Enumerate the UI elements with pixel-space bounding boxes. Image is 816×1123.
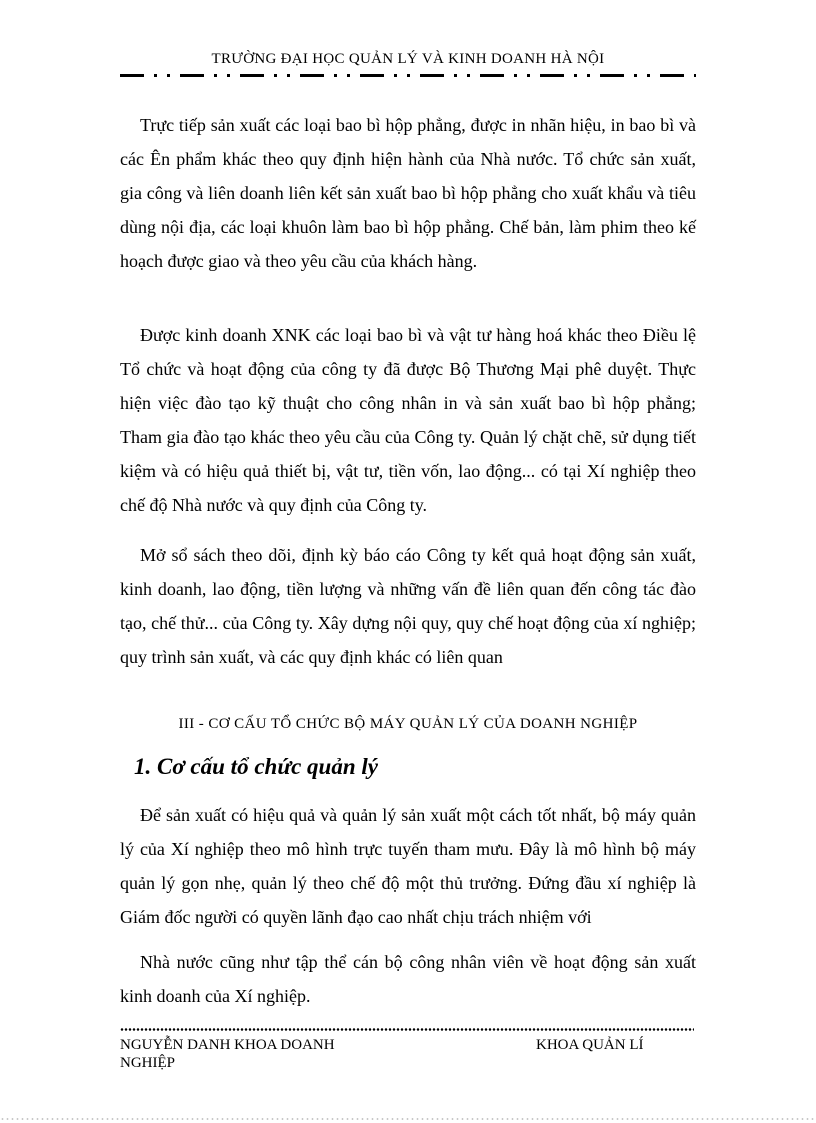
footer-divider — [120, 1028, 694, 1031]
section-heading: III - CƠ CẤU TỔ CHỨC BỘ MÁY QUẢN LÝ CỦA DOANH NGHIỆP — [178, 716, 638, 732]
body-paragraph: Mở sổ sách theo dõi, định kỳ báo cáo Công ty kết quả hoạt động sản xuất, kinh doanh, lao động, tiền lượng và những vấn đề liên quan đến công tác đào tạo, chế thử... của Công ty. Xây dựng nội quy, quy chế hoạt động của xí nghiệp; quy trình sản xuất, và các quy định khác có liên quan — [120, 545, 696, 667]
page-edge-divider — [0, 1118, 816, 1120]
header-divider — [120, 74, 696, 77]
page-header-title: TRƯỜNG ĐẠI HỌC QUẢN LÝ VÀ KINH DOANH HÀ NỘI — [211, 51, 605, 67]
body-paragraph: Nhà nước cũng như tập thể cán bộ công nhân viên về hoạt động sản xuất kinh doanh của Xí nghiệp. — [120, 952, 696, 1006]
sub-heading: 1. Cơ cấu tổ chức quản lý — [134, 754, 378, 779]
body-paragraph: Được kinh doanh XNK các loại bao bì và vật tư hàng hoá khác theo Điều lệ Tổ chức và hoạt động của công ty đã được Bộ Thương Mại phê duyệt. Thực hiện việc đào tạo kỹ thuật cho công nhân in và sản xuất bao bì hộp phẳng; Tham gia đào tạo khác theo yêu cầu của Công ty. Quản lý chặt chẽ, sử dụng tiết kiệm và có hiệu quả thiết bị, vật tư, tiền vốn, lao động... có tại Xí nghiệp theo chế độ Nhà nước và quy định của Công ty. — [120, 325, 696, 515]
body-paragraph: Trực tiếp sản xuất các loại bao bì hộp phẳng, được in nhãn hiệu, in bao bì và các Ên phẩm khác theo quy định hiện hành của Nhà nước. Tổ chức sản xuất, gia công và liên doanh liên kết sản xuất bao bì hộp phẳng cho xuất khẩu và tiêu dùng nội địa, các loại khuôn làm bao bì hộp phẳng. Chế bản, làm phim theo kế hoạch được giao và theo yêu cầu của khách hàng. — [120, 115, 696, 271]
footer-department: KHOA QUẢN LÍ — [536, 1037, 644, 1053]
body-paragraph: Để sản xuất có hiệu quả và quản lý sản xuất một cách tốt nhất, bộ máy quản lý của Xí nghiệp theo mô hình trực tuyến tham mưu. Đây là mô hình bộ máy quản lý gọn nhẹ, quản lý theo chế độ một thủ trưởng. Đứng đầu xí nghiệp là Giám đốc người có quyền lãnh đạo cao nhất chịu trách nhiệm với — [120, 805, 696, 927]
footer-author: NGUYỄN DANH KHOA DOANH NGHIỆP — [120, 1037, 335, 1071]
